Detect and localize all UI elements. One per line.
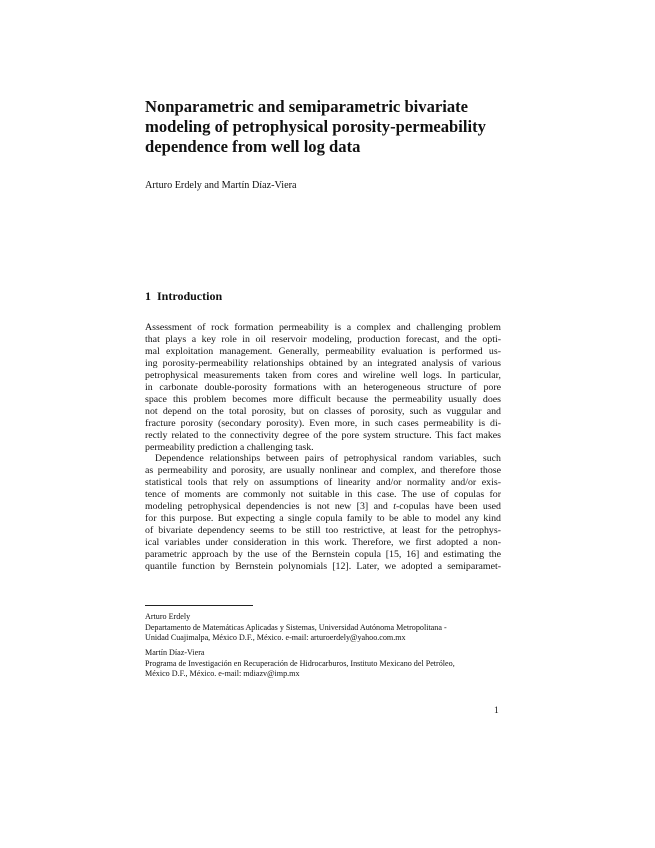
text-line: mal exploitation management. Generally, permeability evaluation is performed us- xyxy=(145,345,501,357)
text-line: in carbonate double-porosity formations with an heterogeneous structure of pore xyxy=(145,381,501,393)
text-line: Assessment of rock formation permeability is a complex and challenging problem xyxy=(145,322,501,333)
text-line: statistical tools that rely on assumptions of linearity and/or normality and/or exis- xyxy=(145,477,501,489)
author-list: Arturo Erdely and Martín Díaz-Viera xyxy=(145,180,297,191)
section-title: Introduction xyxy=(157,289,223,303)
text-line: as permeability and porosity, are usually nonlinear and complex, and therefore those xyxy=(145,465,501,477)
footnote-line: México D.F., México. e-mail: mdiazv@imp.mx xyxy=(145,669,300,679)
footnote-line: Departamento de Matemáticas Aplicadas y Sistemas, Universidad Autónoma Metropolitana - xyxy=(145,622,447,632)
text-line: modeling petrophysical dependencies is not new [3] and t-copulas have been used xyxy=(145,501,501,513)
footnote-author-2 xyxy=(145,648,505,680)
text-line: for this purpose. But expecting a single copula family to be able to model any kind xyxy=(145,513,501,525)
text-line: Dependence relationships between pairs of petrophysical random variables, such xyxy=(155,453,501,465)
footnote-line: Programa de Investigación en Recuperación de Hidrocarburos, Instituto Mexicano del Petróleo, xyxy=(145,658,455,668)
text-line: of bivariate dependency seems to be still too restrictive, at least for the petrophys- xyxy=(145,525,501,537)
text-line: ical variables under consideration in this work. Therefore, we first adopted a non- xyxy=(145,537,501,549)
body-text xyxy=(145,322,501,573)
footnote-author-1 xyxy=(145,612,505,644)
page-number: 1 xyxy=(494,706,499,716)
title-line: dependence from well log data xyxy=(145,137,361,156)
paper-title xyxy=(145,97,525,157)
text-line: space this problem becomes more difficult because the permeability usually does xyxy=(145,393,501,405)
title-line: Nonparametric and semiparametric bivariate xyxy=(145,97,469,116)
title-line: modeling of petrophysical porosity-permeability xyxy=(145,117,486,136)
text-line: rectly related to the connectivity degree of the pore system structure. This fact makes xyxy=(145,429,501,441)
footnote-divider xyxy=(145,605,253,606)
text-line: permeability prediction a challenging task. xyxy=(145,441,314,453)
text-line: ing porosity-permeability relationships obtained by an integrated analysis of various xyxy=(145,357,501,369)
footnote-line: Martín Díaz-Viera xyxy=(145,648,205,657)
text-line: not depend on the total porosity, but on classes of porosity, such as vuggular and xyxy=(145,405,501,417)
text-line: tence of moments are commonly not suitable in this case. The use of copulas for xyxy=(145,489,501,501)
section-heading xyxy=(145,289,222,303)
text-line: petrophysical measurements taken from cores and wireline well logs. In particular, xyxy=(145,369,501,381)
paragraph-1 xyxy=(145,322,501,453)
text-line: parametric approach by the use of the Bernstein copula [15, 16] and estimating the xyxy=(145,549,501,561)
footnote-line: Arturo Erdely xyxy=(145,612,191,621)
footnote-line: Unidad Cuajimalpa, México D.F., México. e-mail: arturoerdely@yahoo.com.mx xyxy=(145,633,406,643)
text-line: that plays a key role in oil reservoir modeling, production forecast, and the opti- xyxy=(145,333,501,345)
paragraph-2 xyxy=(145,453,501,573)
text-line: quantile function by Bernstein polynomials [12]. Later, we adopted a semiparamet- xyxy=(145,561,501,573)
section-number: 1 xyxy=(145,289,151,303)
text-line: fracture porosity (secondary porosity). Even more, in such cases permeability is di- xyxy=(145,417,501,429)
